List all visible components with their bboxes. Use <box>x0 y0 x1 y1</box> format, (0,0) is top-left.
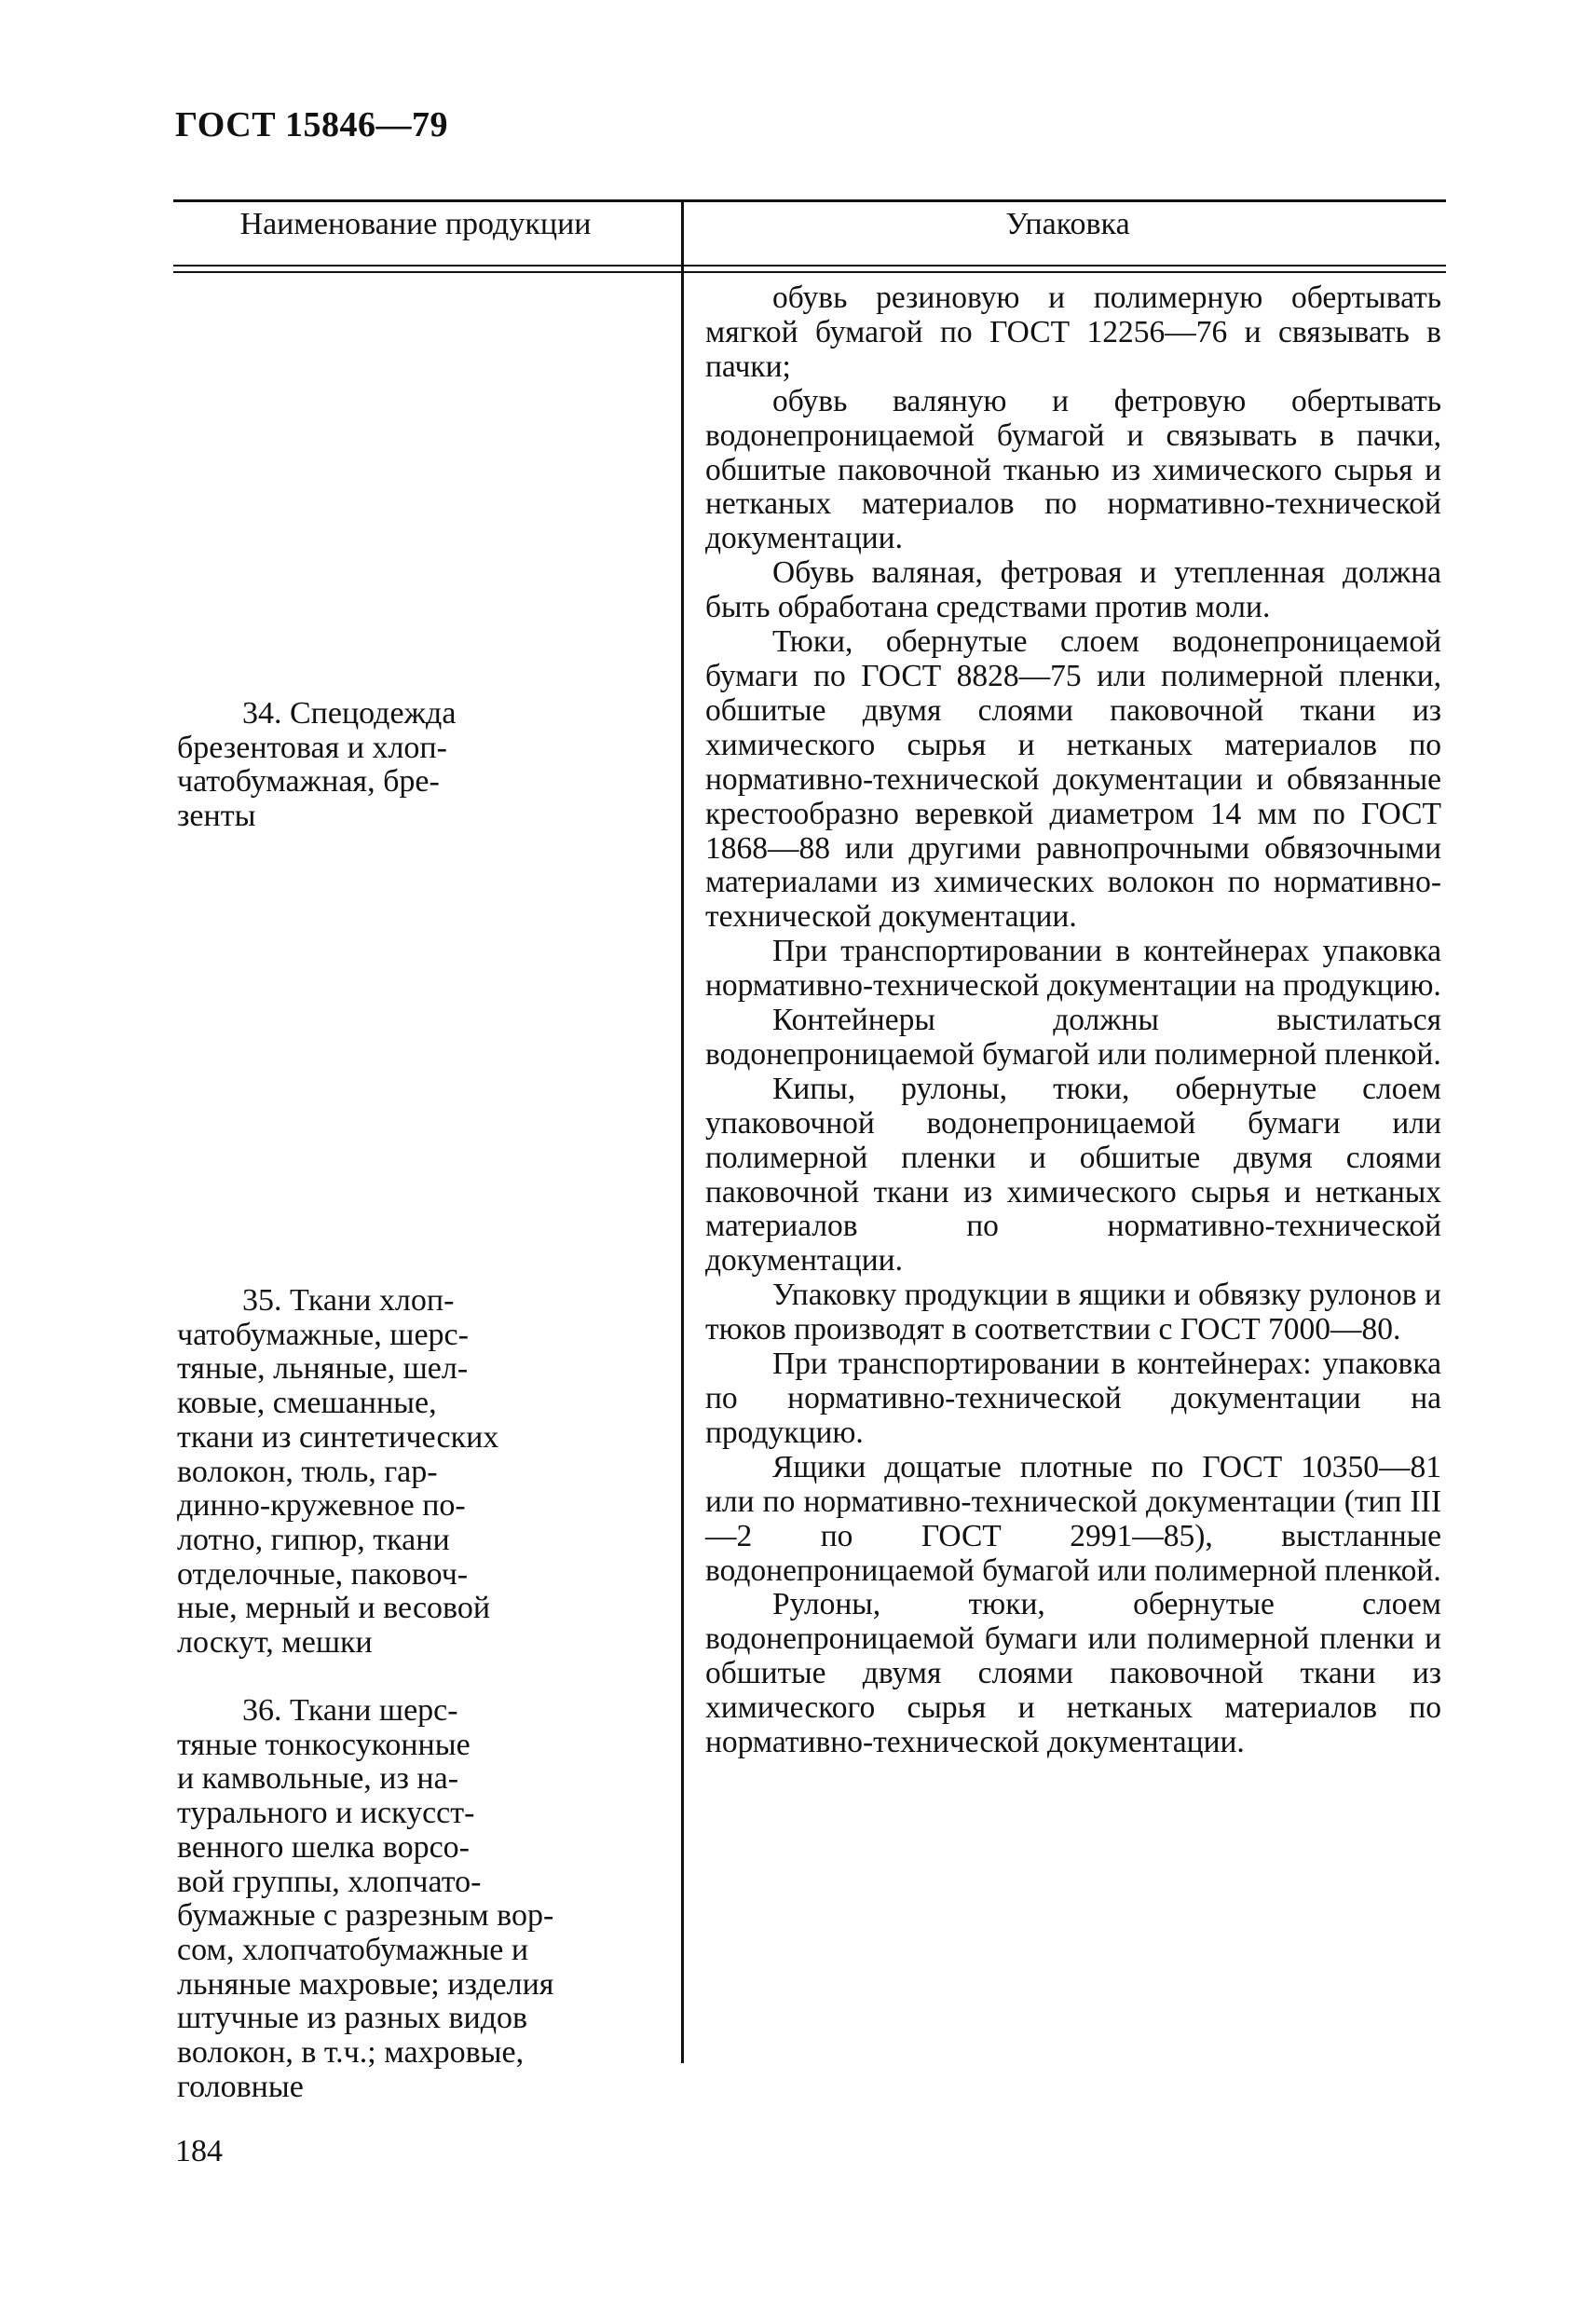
product-line: ткани из синтетических <box>177 1419 499 1455</box>
product-line: 35. Ткани хлоп- <box>242 1283 455 1318</box>
product-line: лоскут, мешки <box>177 1625 373 1661</box>
product-line: льняные махровые; изделия <box>177 1966 554 2002</box>
packaging-paragraph: Рулоны, тюки, обернутые слоем водонепроницаемой бумаги или полимерной пленки и обшитые двумя слоями паковочной ткани из химического сырья и нетканых материалов по нормативно-технической документации. <box>705 1587 1441 1760</box>
packaging-paragraph: При транспортировании в контейнерах упаковка нормативно-технической документации на продукцию. <box>705 934 1441 1004</box>
product-line: штучные из разных видов <box>177 2001 528 2036</box>
header-double-rule-top <box>173 265 1446 267</box>
product-line: чатобумажная, бре- <box>177 764 440 800</box>
packaging-paragraph: Ящики дощатые плотные по ГОСТ 10350—81 или по нормативно-технической документации (тип III—2 по ГОСТ 2991—85), выстланные водонепроницаемой бумагой или полимерной пленкой. <box>705 1449 1441 1588</box>
product-line: вой группы, хлопчато- <box>177 1864 482 1899</box>
product-line: ные, мерный и весовой <box>177 1591 491 1626</box>
product-line: брезентовая и хлоп- <box>177 730 447 765</box>
product-line: тяные, льняные, шел- <box>177 1351 469 1387</box>
product-line: зенты <box>177 799 256 834</box>
product-line: и камвольные, из на- <box>177 1761 459 1797</box>
product-line: чатобумажные, шерс- <box>177 1317 469 1352</box>
header-double-rule-bottom <box>173 271 1446 273</box>
column-header-packaging: Упаковка <box>1005 207 1130 241</box>
page-number: 184 <box>175 2134 223 2168</box>
product-line: динно-кружевное по- <box>177 1488 466 1524</box>
product-line: сом, хлопчатобумажные и <box>177 1932 529 1967</box>
product-line: 34. Спецодежда <box>242 696 457 731</box>
packaging-paragraph: обувь резиновую и полимерную обертывать мягкой бумагой по ГОСТ 12256—76 и связывать в пачки; <box>705 280 1441 384</box>
product-line: головные <box>177 2069 304 2104</box>
product-line: венного шелка ворсо- <box>177 1829 471 1865</box>
column-header-product: Наименование продукции <box>239 207 592 241</box>
packaging-paragraph: Обувь валяная, фетровая и утепленная должна быть обработана средствами против моли. <box>705 555 1441 625</box>
packaging-paragraph: Контейнеры должны выстилаться водонепроницаемой бумагой или полимерной пленкой. <box>705 1003 1441 1072</box>
product-line: лотно, гипюр, ткани <box>177 1522 450 1557</box>
packaging-paragraph: обувь валяную и фетровую обертывать водонепроницаемой бумагой и связывать в пачки, обшитые паковочной тканью из химического сырья и нетканых материалов по нормативно-технической документации. <box>705 383 1441 556</box>
product-line: ковые, смешанные, <box>177 1386 437 1421</box>
table-top-rule <box>173 199 1446 202</box>
packaging-column <box>705 281 1441 1760</box>
product-line: тяные тонкосуконные <box>177 1727 471 1762</box>
document-code: ГОСТ 15846—79 <box>175 105 449 144</box>
column-divider <box>681 199 684 2063</box>
product-line: 36. Ткани шерс- <box>242 1693 458 1728</box>
product-line: волокон, тюль, гар- <box>177 1454 438 1489</box>
packaging-paragraph: При транспортировании в контейнерах: упаковка по нормативно-технической документации на продукцию. <box>705 1347 1441 1450</box>
product-item-34 <box>177 697 657 834</box>
product-item-35 <box>177 1284 657 1661</box>
packaging-paragraph: Тюки, обернутые слоем водонепроницаемой бумаги по ГОСТ 8828—75 или полимерной пленки, обшитые двумя слоями паковочной ткани из химического сырья и нетканых материалов по нормативно-технической документации и обвязанные крестообразно веревкой диаметром 14 мм по ГОСТ 1868—88 или другими равнопрочными обвязочными материалами из химических волокон по нормативно-технической документации. <box>705 624 1441 935</box>
product-line: бумажные с разрезным вор- <box>177 1898 554 1934</box>
product-line: турального и искусст- <box>177 1796 475 1831</box>
packaging-paragraph: Кипы, рулоны, тюки, обернутые слоем упаковочной водонепроницаемой бумаги или полимерной пленки и обшитые двумя слоями паковочной ткани из химического сырья и нетканых материалов по нормативно-технической документации. <box>705 1071 1441 1279</box>
packaging-paragraph: Упаковку продукции в ящики и обвязку рулонов и тюков производят в соответствии с ГОСТ 7000—80. <box>705 1278 1441 1347</box>
product-line: отделочные, паковоч- <box>177 1556 469 1592</box>
product-line: волокон, в т.ч.; махровые, <box>177 2035 525 2071</box>
product-item-36 <box>177 1694 657 2104</box>
